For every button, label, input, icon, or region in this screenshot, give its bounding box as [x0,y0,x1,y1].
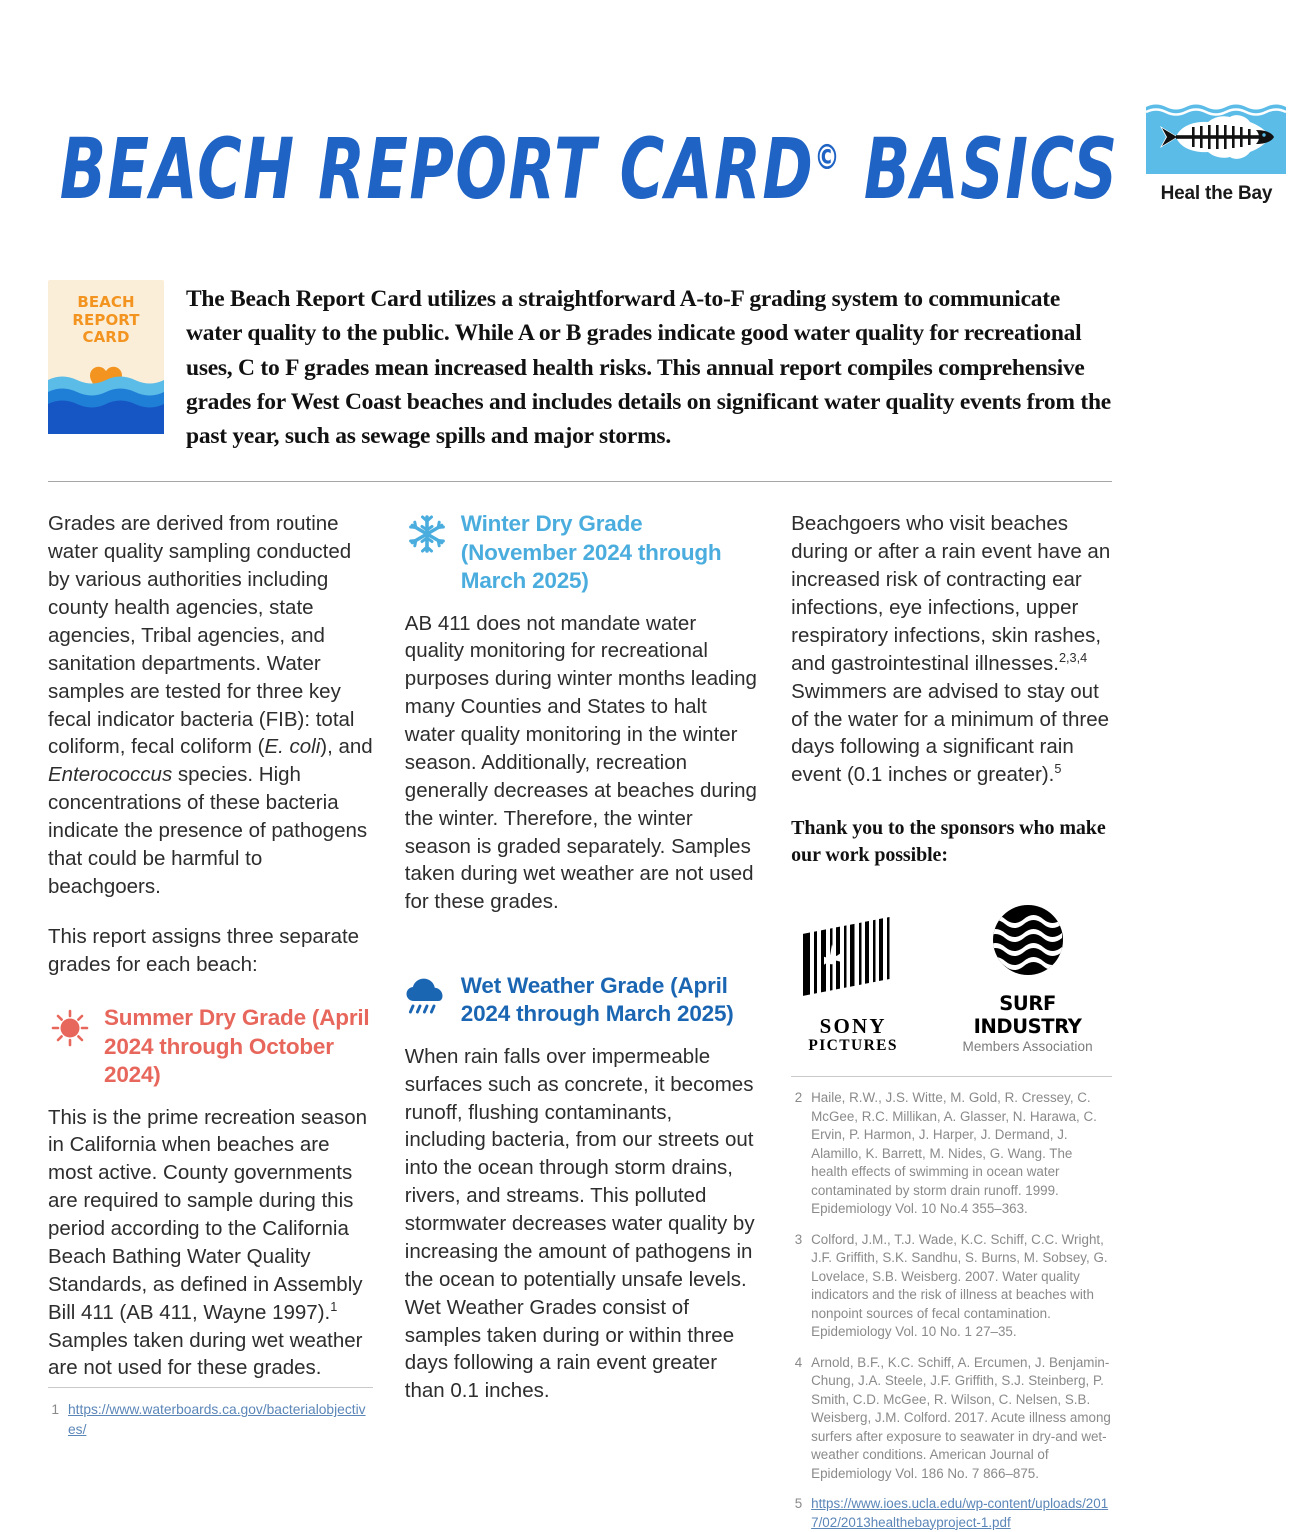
paragraph-winter-dry-body: AB 411 does not mandate water quality monitoring for recreational purposes during winter months leading many Counties and States to halt water quality monitoring in the winter season. Additionally, recreation generally decreases at beaches during the winter. Therefore, the winter season is graded separately. Samples taken during wet weather are not used for these grades. [404,611,757,914]
reference-item [791,1495,1112,1532]
sony-name: SONY [819,1013,887,1038]
copyright-symbol: © [814,137,842,179]
water-waves [48,372,164,434]
text-part-c: species. High concentrations of these bacteria indicate the presence of pathogens that could be harmful to beachgoers. [48,763,368,898]
surf-industry-logo [990,902,1066,980]
thumbnail-line-2: REPORT [72,310,140,329]
intro-section [48,280,1112,453]
footnote-number: 1 [51,1402,59,1418]
sponsor-logos [791,902,1112,1054]
references-list [791,1089,1112,1532]
reference-number: 4 [794,1354,803,1370]
health-text-a: Beachgoers who visit beaches during or after a rain event have an increased risk of contracting ear infections, eye infections, upper respiratory infections, skin rashes, and gastrointestinal illnesses. [791,512,1111,675]
reference-text: Arnold, B.F., K.C. Schiff, A. Ercumen, J. Benjamin-Chung, J.A. Steele, J.F. Griffith, S.J. Steinberg, P. Smith, C.D. McGee, R. Wilson, C. Nelsen, S.B. Weisberg, J.M. Colford. 2017. Acute illness among surfers after exposure to seawater in dry-and wet-weather conditions. American Journal of Epidemiology Vol. 186 No. 7 866–875. [811,1354,1111,1481]
reference-link[interactable]: https://www.ioes.ucla.edu/wp-content/uploads/2017/02/2013healthebayproject-1.pdf [811,1496,1109,1530]
paragraph-summer-dry-body [48,1104,373,1383]
reference-number: 2 [794,1090,803,1106]
reference-item [791,1354,1112,1484]
summer-dry-grade-heading [48,1004,373,1089]
thumbnail-title [48,294,164,347]
sponsor-heading: Thank you to the sponsors who make our work possible: [791,817,1106,866]
footnote-list [48,1400,373,1438]
footnote-text [68,1400,373,1438]
summer-text-a: This is the prime recreation season in California when beaches are most active. County governments are required to sample during this period according to the California Beach Bathing Water Quality Standards, as defined in Assembly Bill 411 (AB 411, Wayne 1997). [48,1105,368,1324]
reference-number: 5 [794,1496,803,1512]
page-title-suffix: BASICS [863,119,1119,219]
snowflake-icon [405,510,451,561]
logo-caption: Heal the Bay [1160,183,1273,204]
paragraph-grades-derived [48,510,373,900]
thumbnail-line-1: BEACH [77,293,135,311]
reference-text: Colford, J.M., T.J. Wade, K.C. Schiff, C.C. Wright, J.F. Griffith, S.K. Sandhu, S. Burns, M. Sobsey, G. Lovelace, S.B. Weisberg. 2007. Water quality indicators and the risk of illness at beaches with nonpoint sources of fecal contamination. Epidemiology Vol. 10 No. 1 27–35. [811,1231,1108,1340]
summer-dry-grade-title: Summer Dry Grade (April 2024 through October 2024) [104,1005,370,1088]
species-e-coli: E. coli [264,735,321,759]
health-text-b: Swimmers are advised to stay out of the water for a minimum of three days following a significant rain event (0.1 inches or greater). [791,679,1110,787]
sony-sub: PICTURES [808,1036,898,1054]
wet-weather-grade-title: Wet Weather Grade (April 2024 through March 2025) [460,973,734,1027]
footnote-item [48,1400,373,1438]
text-part-b: ), and [320,735,373,759]
page-title-main: BEACH REPORT CARD [59,119,815,219]
page-title [48,119,1119,219]
footnote-link[interactable]: https://www.waterboards.ca.gov/bacterialobjectives/ [68,1402,366,1437]
heal-the-bay-logo [1140,100,1292,205]
logo-water-square [1146,100,1286,174]
footnote-ref-1[interactable]: 1 [330,1298,338,1314]
summer-text-b: Samples taken during wet weather are not used for these grades. [48,1328,363,1380]
paragraph-health-risks [791,510,1112,789]
winter-dry-grade-title: Winter Dry Grade (November 2024 through March 2025) [460,511,722,594]
column-3 [777,510,1112,1532]
references-divider [791,1076,1112,1077]
reference-text [811,1495,1112,1532]
wet-weather-grade-heading [405,972,757,1029]
footnote-ref-234[interactable]: 2,3,4 [1058,650,1088,666]
reference-number: 3 [794,1231,803,1247]
column-2 [393,510,777,1532]
sony-pictures-logo [797,919,909,1005]
thumbnail-line-3: CARD [82,328,130,347]
column-1 [48,510,393,1532]
three-column-body [48,510,1112,1532]
sponsor-surf-industry [943,902,1112,1054]
sponsor-sony-pictures [797,919,909,1054]
reference-text: Haile, R.W., J.S. Witte, M. Gold, R. Cressey, C. McGee, R.C. Millikan, A. Glasser, N. Harawa, C. Ervin, P. Harmon, J. Harper, J. Dermand, J. Alamillo, K. Barrett, M. Nides, G. Wang. The health effects of swimming in ocean water contaminated by storm drain runoff. 1999. Epidemiology Vol. 10 No.4 355–363. [811,1090,1097,1217]
species-enterococcus: Enterococcus [48,763,173,787]
winter-dry-grade-heading [405,510,757,595]
page-header [48,0,1273,250]
fish-skeleton-icon [1146,100,1286,174]
sun-icon [48,1004,94,1055]
reference-item [791,1089,1112,1219]
text-part-a: Grades are derived from routine water quality sampling conducted by various authorities including county health agencies, state agencies, Tribal agencies, and sanitation departments. Water samples are tested for three key fecal indicator bacteria (FIB): total coliform, fecal coliform ( [48,512,355,759]
footnote-divider [48,1387,373,1388]
reference-item [791,1231,1112,1342]
header-divider [48,481,1112,482]
intro-paragraph: The Beach Report Card utilizes a straightforward A-to-F grading system to communicate water quality to the public. While A or B grades indicate good water quality for recreational uses, C to F grades mean increased health risks. This annual report compiles comprehensive grades for West Coast beaches and includes details on significant water quality events from the past year, such as sewage spills and major storms. [186,286,1111,450]
surf-industry-sub: Members Association [962,1039,1093,1055]
surf-industry-name: SURF INDUSTRY [973,992,1082,1039]
column-1-footnote-block [48,1365,373,1438]
rain-cloud-icon [405,972,451,1023]
paragraph-wet-weather-body: When rain falls over impermeable surfaces such as concrete, it becomes runoff, flushing contaminants, including bacteria, from our streets out into the ocean through storm drains, rivers, and streams. This polluted stormwater decreases water quality by increasing the amount of pathogens in the ocean to potentially unsafe levels. Wet Weather Grades consist of samples taken during or within three days following a rain event greater than 0.1 inches. [404,1044,755,1403]
beach-report-card-thumbnail [48,280,164,434]
footnote-ref-5[interactable]: 5 [1054,761,1062,777]
paragraph-three-grades: This report assigns three separate grades for each beach: [48,924,360,976]
